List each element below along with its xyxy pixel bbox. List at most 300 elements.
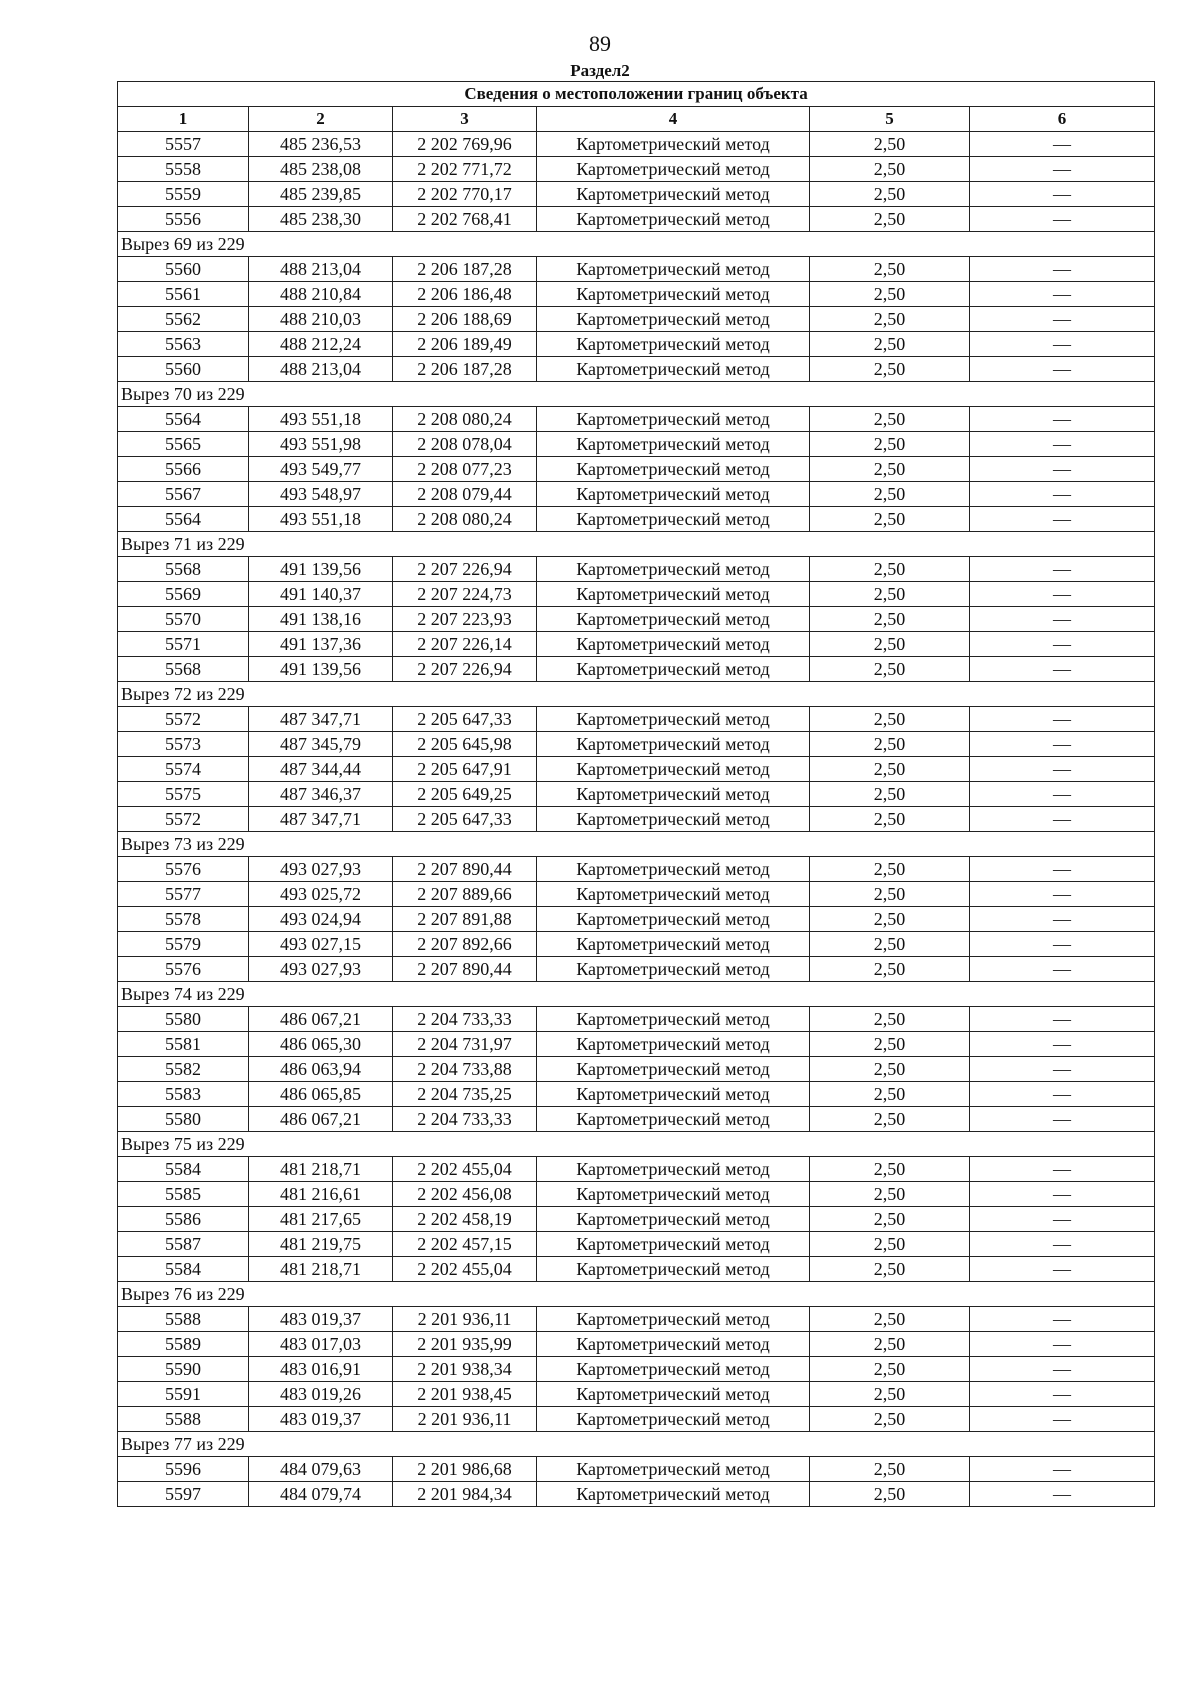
method-cell: Картометрический метод [537,132,810,157]
y-coordinate-cell: 2 202 455,04 [393,1257,537,1282]
table-row [118,1457,1155,1482]
y-coordinate-cell: 2 207 226,94 [393,657,537,682]
y-coordinate-cell: 2 205 649,25 [393,782,537,807]
table-row [118,1107,1155,1132]
accuracy-cell: 2,50 [810,1032,970,1057]
accuracy-cell: 2,50 [810,1382,970,1407]
table-row [118,1382,1155,1407]
x-coordinate-cell: 487 347,71 [249,807,393,832]
point-number-cell: 5576 [118,957,249,982]
point-number-cell: 5569 [118,582,249,607]
column-header: 3 [393,107,537,132]
column-header: 1 [118,107,249,132]
method-cell: Картометрический метод [537,757,810,782]
table-row [118,1257,1155,1282]
accuracy-cell: 2,50 [810,207,970,232]
y-coordinate-cell: 2 205 645,98 [393,732,537,757]
cutout-label: Вырез 74 из 229 [118,982,1155,1007]
method-cell: Картометрический метод [537,432,810,457]
method-cell: Картометрический метод [537,907,810,932]
accuracy-cell: 2,50 [810,807,970,832]
method-cell: Картометрический метод [537,1207,810,1232]
y-coordinate-cell: 2 201 938,45 [393,1382,537,1407]
y-coordinate-cell: 2 206 189,49 [393,332,537,357]
y-coordinate-cell: 2 208 079,44 [393,482,537,507]
y-coordinate-cell: 2 204 733,33 [393,1007,537,1032]
point-number-cell: 5557 [118,132,249,157]
y-coordinate-cell: 2 202 458,19 [393,1207,537,1232]
accuracy-cell: 2,50 [810,632,970,657]
accuracy-cell: 2,50 [810,707,970,732]
x-coordinate-cell: 485 239,85 [249,182,393,207]
description-cell: — [970,882,1155,907]
point-number-cell: 5572 [118,707,249,732]
point-number-cell: 5597 [118,1482,249,1507]
table-row [118,1482,1155,1507]
y-coordinate-cell: 2 206 188,69 [393,307,537,332]
x-coordinate-cell: 481 216,61 [249,1182,393,1207]
description-cell: — [970,332,1155,357]
description-cell: — [970,857,1155,882]
point-number-cell: 5596 [118,1457,249,1482]
description-cell: — [970,507,1155,532]
method-cell: Картометрический метод [537,1232,810,1257]
table-row [118,957,1155,982]
cutout-label: Вырез 77 из 229 [118,1432,1155,1457]
page-number: 89 [589,31,611,56]
table-row [118,807,1155,832]
method-cell: Картометрический метод [537,1182,810,1207]
method-cell: Картометрический метод [537,357,810,382]
y-coordinate-cell: 2 204 733,33 [393,1107,537,1132]
point-number-cell: 5583 [118,1082,249,1107]
table-row [118,257,1155,282]
table-row [118,282,1155,307]
method-cell: Картометрический метод [537,1257,810,1282]
table-row [118,882,1155,907]
point-number-cell: 5578 [118,907,249,932]
x-coordinate-cell: 493 027,15 [249,932,393,957]
accuracy-cell: 2,50 [810,1182,970,1207]
y-coordinate-cell: 2 202 768,41 [393,207,537,232]
cutout-label: Вырез 71 из 229 [118,532,1155,557]
y-coordinate-cell: 2 206 187,28 [393,257,537,282]
description-cell: — [970,1382,1155,1407]
point-number-cell: 5581 [118,1032,249,1057]
y-coordinate-cell: 2 204 735,25 [393,1082,537,1107]
y-coordinate-cell: 2 205 647,33 [393,807,537,832]
cutout-label: Вырез 69 из 229 [118,232,1155,257]
method-cell: Картометрический метод [537,607,810,632]
section-title: Раздел2 [570,61,630,80]
y-coordinate-cell: 2 205 647,33 [393,707,537,732]
accuracy-cell: 2,50 [810,1457,970,1482]
table-row [118,782,1155,807]
description-cell: — [970,1407,1155,1432]
table-row [118,1407,1155,1432]
table-row [118,357,1155,382]
x-coordinate-cell: 493 551,18 [249,407,393,432]
method-cell: Картометрический метод [537,282,810,307]
description-cell: — [970,632,1155,657]
method-cell: Картометрический метод [537,782,810,807]
description-cell: — [970,657,1155,682]
table-caption: Сведения о местоположении границ объекта [118,82,1155,107]
description-cell: — [970,1007,1155,1032]
y-coordinate-cell: 2 207 891,88 [393,907,537,932]
accuracy-cell: 2,50 [810,1257,970,1282]
x-coordinate-cell: 488 212,24 [249,332,393,357]
accuracy-cell: 2,50 [810,1232,970,1257]
description-cell: — [970,482,1155,507]
cutout-group-row [118,1432,1155,1457]
accuracy-cell: 2,50 [810,1207,970,1232]
table-row [118,332,1155,357]
method-cell: Картометрический метод [537,732,810,757]
method-cell: Картометрический метод [537,1407,810,1432]
accuracy-cell: 2,50 [810,357,970,382]
x-coordinate-cell: 491 140,37 [249,582,393,607]
method-cell: Картометрический метод [537,707,810,732]
x-coordinate-cell: 488 210,03 [249,307,393,332]
point-number-cell: 5573 [118,732,249,757]
point-number-cell: 5564 [118,507,249,532]
method-cell: Картометрический метод [537,957,810,982]
y-coordinate-cell: 2 202 457,15 [393,1232,537,1257]
method-cell: Картометрический метод [537,807,810,832]
point-number-cell: 5564 [118,407,249,432]
description-cell: — [970,1482,1155,1507]
method-cell: Картометрический метод [537,157,810,182]
method-cell: Картометрический метод [537,1082,810,1107]
description-cell: — [970,457,1155,482]
description-cell: — [970,257,1155,282]
accuracy-cell: 2,50 [810,932,970,957]
x-coordinate-cell: 485 236,53 [249,132,393,157]
x-coordinate-cell: 493 549,77 [249,457,393,482]
table-row [118,157,1155,182]
y-coordinate-cell: 2 208 077,23 [393,457,537,482]
point-number-cell: 5574 [118,757,249,782]
description-cell: — [970,282,1155,307]
x-coordinate-cell: 484 079,74 [249,1482,393,1507]
method-cell: Картометрический метод [537,1332,810,1357]
table-row [118,432,1155,457]
column-header: 2 [249,107,393,132]
point-number-cell: 5567 [118,482,249,507]
x-coordinate-cell: 491 137,36 [249,632,393,657]
point-number-cell: 5560 [118,257,249,282]
description-cell: — [970,357,1155,382]
table-row [118,857,1155,882]
table-row [118,1082,1155,1107]
cutout-label: Вырез 73 из 229 [118,832,1155,857]
description-cell: — [970,757,1155,782]
point-number-cell: 5587 [118,1232,249,1257]
table-row [118,732,1155,757]
description-cell: — [970,732,1155,757]
description-cell: — [970,182,1155,207]
x-coordinate-cell: 487 346,37 [249,782,393,807]
y-coordinate-cell: 2 206 186,48 [393,282,537,307]
y-coordinate-cell: 2 207 224,73 [393,582,537,607]
description-cell: — [970,1107,1155,1132]
y-coordinate-cell: 2 208 080,24 [393,507,537,532]
accuracy-cell: 2,50 [810,1107,970,1132]
x-coordinate-cell: 486 067,21 [249,1107,393,1132]
point-number-cell: 5588 [118,1407,249,1432]
x-coordinate-cell: 487 345,79 [249,732,393,757]
description-cell: — [970,1457,1155,1482]
x-coordinate-cell: 481 218,71 [249,1157,393,1182]
y-coordinate-cell: 2 206 187,28 [393,357,537,382]
method-cell: Картометрический метод [537,1007,810,1032]
accuracy-cell: 2,50 [810,907,970,932]
y-coordinate-cell: 2 207 892,66 [393,932,537,957]
accuracy-cell: 2,50 [810,457,970,482]
point-number-cell: 5563 [118,332,249,357]
cutout-group-row [118,832,1155,857]
method-cell: Картометрический метод [537,1157,810,1182]
description-cell: — [970,907,1155,932]
y-coordinate-cell: 2 201 936,11 [393,1307,537,1332]
y-coordinate-cell: 2 207 226,14 [393,632,537,657]
x-coordinate-cell: 488 210,84 [249,282,393,307]
point-number-cell: 5584 [118,1157,249,1182]
table-row [118,457,1155,482]
column-header-row [118,107,1155,132]
y-coordinate-cell: 2 208 078,04 [393,432,537,457]
y-coordinate-cell: 2 201 984,34 [393,1482,537,1507]
y-coordinate-cell: 2 204 731,97 [393,1032,537,1057]
accuracy-cell: 2,50 [810,507,970,532]
table-row [118,657,1155,682]
method-cell: Картометрический метод [537,1482,810,1507]
table-row [118,1357,1155,1382]
x-coordinate-cell: 485 238,30 [249,207,393,232]
point-number-cell: 5560 [118,357,249,382]
description-cell: — [970,1357,1155,1382]
accuracy-cell: 2,50 [810,1307,970,1332]
method-cell: Картометрический метод [537,1382,810,1407]
description-cell: — [970,1032,1155,1057]
accuracy-cell: 2,50 [810,1057,970,1082]
method-cell: Картометрический метод [537,307,810,332]
accuracy-cell: 2,50 [810,882,970,907]
method-cell: Картометрический метод [537,882,810,907]
method-cell: Картометрический метод [537,332,810,357]
point-number-cell: 5590 [118,1357,249,1382]
point-number-cell: 5584 [118,1257,249,1282]
boundary-coordinates-table [117,81,1155,1507]
method-cell: Картометрический метод [537,1307,810,1332]
point-number-cell: 5591 [118,1382,249,1407]
x-coordinate-cell: 493 025,72 [249,882,393,907]
x-coordinate-cell: 483 019,37 [249,1407,393,1432]
y-coordinate-cell: 2 205 647,91 [393,757,537,782]
accuracy-cell: 2,50 [810,307,970,332]
description-cell: — [970,157,1155,182]
description-cell: — [970,1157,1155,1182]
x-coordinate-cell: 486 063,94 [249,1057,393,1082]
x-coordinate-cell: 483 017,03 [249,1332,393,1357]
x-coordinate-cell: 493 548,97 [249,482,393,507]
table-row [118,932,1155,957]
column-header: 4 [537,107,810,132]
cutout-group-row [118,532,1155,557]
point-number-cell: 5561 [118,282,249,307]
point-number-cell: 5568 [118,657,249,682]
x-coordinate-cell: 487 344,44 [249,757,393,782]
x-coordinate-cell: 491 139,56 [249,557,393,582]
x-coordinate-cell: 481 218,71 [249,1257,393,1282]
description-cell: — [970,807,1155,832]
x-coordinate-cell: 484 079,63 [249,1457,393,1482]
x-coordinate-cell: 487 347,71 [249,707,393,732]
y-coordinate-cell: 2 202 770,17 [393,182,537,207]
table-row [118,207,1155,232]
description-cell: — [970,1332,1155,1357]
description-cell: — [970,582,1155,607]
cutout-group-row [118,382,1155,407]
x-coordinate-cell: 493 027,93 [249,857,393,882]
table-row [118,132,1155,157]
y-coordinate-cell: 2 202 769,96 [393,132,537,157]
description-cell: — [970,1232,1155,1257]
point-number-cell: 5566 [118,457,249,482]
description-cell: — [970,407,1155,432]
point-number-cell: 5576 [118,857,249,882]
table-row [118,1157,1155,1182]
point-number-cell: 5571 [118,632,249,657]
point-number-cell: 5572 [118,807,249,832]
y-coordinate-cell: 2 201 936,11 [393,1407,537,1432]
description-cell: — [970,1082,1155,1107]
x-coordinate-cell: 483 019,37 [249,1307,393,1332]
description-cell: — [970,607,1155,632]
table-row [118,182,1155,207]
x-coordinate-cell: 486 065,85 [249,1082,393,1107]
column-header: 6 [970,107,1155,132]
description-cell: — [970,432,1155,457]
description-cell: — [970,132,1155,157]
point-number-cell: 5585 [118,1182,249,1207]
accuracy-cell: 2,50 [810,732,970,757]
method-cell: Картометрический метод [537,182,810,207]
table-row [118,1207,1155,1232]
cutout-group-row [118,232,1155,257]
accuracy-cell: 2,50 [810,582,970,607]
description-cell: — [970,957,1155,982]
y-coordinate-cell: 2 208 080,24 [393,407,537,432]
accuracy-cell: 2,50 [810,407,970,432]
point-number-cell: 5586 [118,1207,249,1232]
point-number-cell: 5558 [118,157,249,182]
table-row [118,707,1155,732]
x-coordinate-cell: 491 138,16 [249,607,393,632]
y-coordinate-cell: 2 201 938,34 [393,1357,537,1382]
cutout-label: Вырез 75 из 229 [118,1132,1155,1157]
y-coordinate-cell: 2 201 986,68 [393,1457,537,1482]
table-body [118,132,1155,1507]
cutout-group-row [118,1132,1155,1157]
point-number-cell: 5579 [118,932,249,957]
y-coordinate-cell: 2 201 935,99 [393,1332,537,1357]
accuracy-cell: 2,50 [810,182,970,207]
cutout-label: Вырез 70 из 229 [118,382,1155,407]
table-row [118,907,1155,932]
method-cell: Картометрический метод [537,657,810,682]
table-row [118,632,1155,657]
table-row [118,1232,1155,1257]
point-number-cell: 5588 [118,1307,249,1332]
accuracy-cell: 2,50 [810,332,970,357]
description-cell: — [970,557,1155,582]
method-cell: Картометрический метод [537,1457,810,1482]
x-coordinate-cell: 481 217,65 [249,1207,393,1232]
accuracy-cell: 2,50 [810,1332,970,1357]
column-header: 5 [810,107,970,132]
x-coordinate-cell: 481 219,75 [249,1232,393,1257]
accuracy-cell: 2,50 [810,1482,970,1507]
y-coordinate-cell: 2 202 771,72 [393,157,537,182]
y-coordinate-cell: 2 202 455,04 [393,1157,537,1182]
table-row [118,582,1155,607]
table-row [118,757,1155,782]
method-cell: Картометрический метод [537,407,810,432]
point-number-cell: 5568 [118,557,249,582]
x-coordinate-cell: 486 065,30 [249,1032,393,1057]
accuracy-cell: 2,50 [810,757,970,782]
point-number-cell: 5565 [118,432,249,457]
method-cell: Картометрический метод [537,207,810,232]
accuracy-cell: 2,50 [810,432,970,457]
description-cell: — [970,207,1155,232]
point-number-cell: 5556 [118,207,249,232]
point-number-cell: 5589 [118,1332,249,1357]
table-row [118,407,1155,432]
cutout-group-row [118,982,1155,1007]
point-number-cell: 5582 [118,1057,249,1082]
accuracy-cell: 2,50 [810,657,970,682]
x-coordinate-cell: 486 067,21 [249,1007,393,1032]
accuracy-cell: 2,50 [810,957,970,982]
accuracy-cell: 2,50 [810,857,970,882]
method-cell: Картометрический метод [537,1057,810,1082]
point-number-cell: 5562 [118,307,249,332]
y-coordinate-cell: 2 207 890,44 [393,857,537,882]
accuracy-cell: 2,50 [810,1007,970,1032]
description-cell: — [970,307,1155,332]
cutout-label: Вырез 72 из 229 [118,682,1155,707]
description-cell: — [970,1257,1155,1282]
x-coordinate-cell: 485 238,08 [249,157,393,182]
accuracy-cell: 2,50 [810,557,970,582]
accuracy-cell: 2,50 [810,282,970,307]
x-coordinate-cell: 493 551,18 [249,507,393,532]
table-row [118,1032,1155,1057]
table-row [118,1007,1155,1032]
point-number-cell: 5570 [118,607,249,632]
accuracy-cell: 2,50 [810,1082,970,1107]
method-cell: Картометрический метод [537,1357,810,1382]
method-cell: Картометрический метод [537,932,810,957]
description-cell: — [970,932,1155,957]
cutout-group-row [118,1282,1155,1307]
table-row [118,1307,1155,1332]
x-coordinate-cell: 488 213,04 [249,257,393,282]
method-cell: Картометрический метод [537,482,810,507]
